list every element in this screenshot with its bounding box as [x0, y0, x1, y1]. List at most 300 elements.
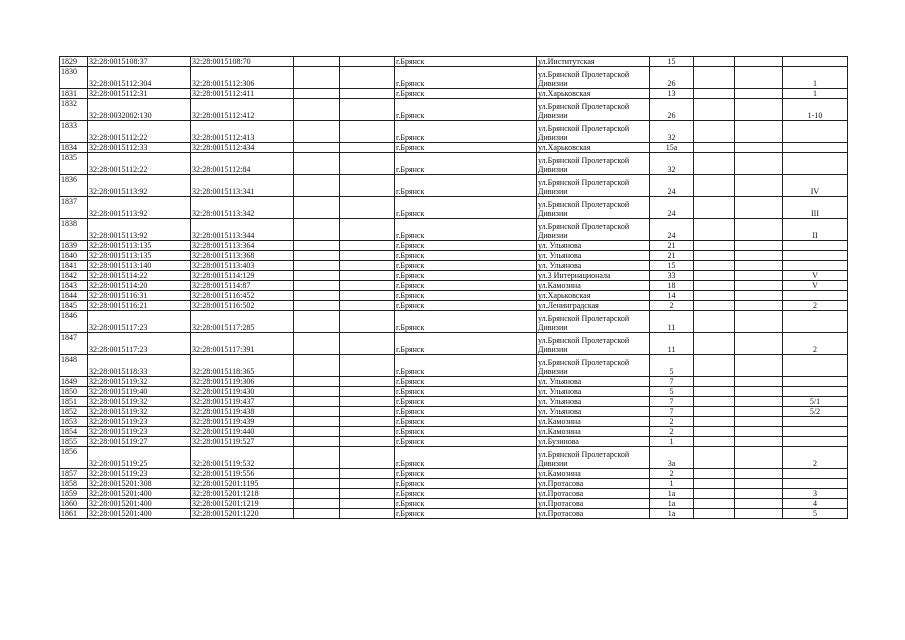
city-cell: г.Брянск [395, 437, 537, 447]
row-number-cell: 1833 [60, 121, 88, 143]
house-number-cell: 18 [650, 281, 694, 291]
empty-cell [694, 417, 735, 427]
city-cell: г.Брянск [395, 281, 537, 291]
apartment-cell: 1 [783, 89, 848, 99]
empty-cell [340, 397, 395, 407]
empty-cell [294, 301, 340, 311]
empty-cell [294, 333, 340, 355]
empty-cell [340, 241, 395, 251]
street-cell: ул.Брянской Пролетарской Дивизии [537, 153, 650, 175]
empty-cell [694, 489, 735, 499]
empty-cell [340, 251, 395, 261]
house-number-cell: 5 [650, 355, 694, 377]
apartment-cell: V [783, 271, 848, 281]
cadastral-number-cell: 32:28:0015201:308 [88, 479, 191, 489]
city-cell: г.Брянск [395, 333, 537, 355]
street-cell: ул. Ульянова [537, 397, 650, 407]
empty-cell [694, 333, 735, 355]
street-cell: ул.Протасова [537, 489, 650, 499]
empty-cell [294, 291, 340, 301]
house-number-cell: 33 [650, 271, 694, 281]
empty-cell [340, 355, 395, 377]
row-number-cell: 1829 [60, 57, 88, 67]
street-cell: ул.Протасова [537, 479, 650, 489]
object-cadastral-number-cell: 32:28:0015114:129 [191, 271, 294, 281]
empty-cell [294, 407, 340, 417]
apartment-cell [783, 241, 848, 251]
empty-cell [340, 261, 395, 271]
apartment-cell [783, 153, 848, 175]
apartment-cell: 2 [783, 447, 848, 469]
table-row [60, 377, 848, 387]
city-cell: г.Брянск [395, 469, 537, 479]
city-cell: г.Брянск [395, 89, 537, 99]
empty-cell [340, 417, 395, 427]
empty-cell [735, 427, 783, 437]
empty-cell [294, 499, 340, 509]
empty-cell [294, 479, 340, 489]
cadastral-number-cell: 32:28:0015119:32 [88, 377, 191, 387]
empty-cell [340, 197, 395, 219]
empty-cell [294, 489, 340, 499]
empty-cell [294, 121, 340, 143]
object-cadastral-number-cell: 32:28:0015118:365 [191, 355, 294, 377]
street-cell: ул.Брянской Пролетарской Дивизии [537, 447, 650, 469]
empty-cell [735, 219, 783, 241]
cadastral-number-cell: 32:28:0032002:130 [88, 99, 191, 121]
empty-cell [294, 437, 340, 447]
empty-cell [340, 427, 395, 437]
apartment-cell [783, 417, 848, 427]
street-cell: ул.Брянской Пролетарской Дивизии [537, 121, 650, 143]
apartment-cell [783, 469, 848, 479]
empty-cell [294, 261, 340, 271]
empty-cell [340, 437, 395, 447]
house-number-cell: 1а [650, 509, 694, 519]
row-number-cell: 1834 [60, 143, 88, 153]
apartment-cell [783, 251, 848, 261]
city-cell: г.Брянск [395, 175, 537, 197]
empty-cell [694, 311, 735, 333]
city-cell: г.Брянск [395, 219, 537, 241]
empty-cell [694, 479, 735, 489]
cadastral-number-cell: 32:28:0015117:23 [88, 333, 191, 355]
table-row [60, 447, 848, 469]
table-body [60, 57, 848, 519]
object-cadastral-number-cell: 32:28:0015119:438 [191, 407, 294, 417]
apartment-cell: IV [783, 175, 848, 197]
empty-cell [735, 301, 783, 311]
empty-cell [694, 89, 735, 99]
empty-cell [340, 479, 395, 489]
empty-cell [294, 57, 340, 67]
object-cadastral-number-cell: 32:28:0015117:285 [191, 311, 294, 333]
object-cadastral-number-cell: 32:28:0015114:87 [191, 281, 294, 291]
row-number-cell: 1849 [60, 377, 88, 387]
table-row [60, 499, 848, 509]
city-cell: г.Брянск [395, 271, 537, 281]
street-cell: ул.Брянской Пролетарской Дивизии [537, 219, 650, 241]
street-cell: ул.Камозина [537, 469, 650, 479]
empty-cell [735, 89, 783, 99]
cadastral-number-cell: 32:28:0015119:23 [88, 427, 191, 437]
cadastral-number-cell: 32:28:0015112:22 [88, 153, 191, 175]
house-number-cell: 2 [650, 469, 694, 479]
empty-cell [735, 479, 783, 489]
city-cell: г.Брянск [395, 387, 537, 397]
empty-cell [735, 489, 783, 499]
empty-cell [340, 67, 395, 89]
cadastral-number-cell: 32:28:0015201:400 [88, 509, 191, 519]
street-cell: ул. Ульянова [537, 377, 650, 387]
empty-cell [735, 67, 783, 89]
apartment-cell: III [783, 197, 848, 219]
empty-cell [340, 311, 395, 333]
empty-cell [340, 121, 395, 143]
street-cell: ул.Протасова [537, 499, 650, 509]
street-cell: ул.Харьковская [537, 89, 650, 99]
empty-cell [340, 469, 395, 479]
street-cell: ул.Камозина [537, 281, 650, 291]
table-row [60, 241, 848, 251]
cadastral-number-cell: 32:28:0015116:21 [88, 301, 191, 311]
table-row [60, 121, 848, 143]
street-cell: ул. Ульянова [537, 387, 650, 397]
empty-cell [694, 469, 735, 479]
cadastral-number-cell: 32:28:0015119:27 [88, 437, 191, 447]
empty-cell [694, 67, 735, 89]
city-cell: г.Брянск [395, 143, 537, 153]
cadastral-number-cell: 32:28:0015201:400 [88, 499, 191, 509]
row-number-cell: 1859 [60, 489, 88, 499]
cadastral-number-cell: 32:28:0015117:23 [88, 311, 191, 333]
empty-cell [294, 143, 340, 153]
cadastral-number-cell: 32:28:0015108:37 [88, 57, 191, 67]
empty-cell [340, 153, 395, 175]
street-cell: ул.Брянской Пролетарской Дивизии [537, 355, 650, 377]
apartment-cell: 5 [783, 509, 848, 519]
object-cadastral-number-cell: 32:28:0015201:1220 [191, 509, 294, 519]
table-row [60, 469, 848, 479]
apartment-cell: V [783, 281, 848, 291]
empty-cell [294, 397, 340, 407]
cadastral-number-cell: 32:28:0015119:23 [88, 417, 191, 427]
empty-cell [735, 251, 783, 261]
city-cell: г.Брянск [395, 291, 537, 301]
empty-cell [340, 57, 395, 67]
cadastral-number-cell: 32:28:0015113:140 [88, 261, 191, 271]
cadastral-number-cell: 32:28:0015113:92 [88, 219, 191, 241]
table-row [60, 251, 848, 261]
table-row [60, 57, 848, 67]
cadastral-number-cell: 32:28:0015118:33 [88, 355, 191, 377]
empty-cell [294, 509, 340, 519]
house-number-cell: 21 [650, 251, 694, 261]
house-number-cell: 7 [650, 407, 694, 417]
cadastral-number-cell: 32:28:0015113:135 [88, 241, 191, 251]
row-number-cell: 1847 [60, 333, 88, 355]
object-cadastral-number-cell: 32:28:0015201:1219 [191, 499, 294, 509]
empty-cell [340, 499, 395, 509]
empty-cell [340, 281, 395, 291]
street-cell: ул.Брянской Пролетарской Дивизии [537, 197, 650, 219]
empty-cell [735, 57, 783, 67]
cadastral-number-cell: 32:28:0015119:40 [88, 387, 191, 397]
empty-cell [735, 509, 783, 519]
street-cell: ул.Камозина [537, 427, 650, 437]
house-number-cell: 1 [650, 479, 694, 489]
street-cell: ул.Харьковская [537, 291, 650, 301]
row-number-cell: 1850 [60, 387, 88, 397]
city-cell: г.Брянск [395, 417, 537, 427]
street-cell: ул. Ульянова [537, 241, 650, 251]
object-cadastral-number-cell: 32:28:0015119:527 [191, 437, 294, 447]
house-number-cell: 11 [650, 333, 694, 355]
empty-cell [294, 219, 340, 241]
empty-cell [340, 143, 395, 153]
row-number-cell: 1843 [60, 281, 88, 291]
row-number-cell: 1841 [60, 261, 88, 271]
row-number-cell: 1836 [60, 175, 88, 197]
house-number-cell: 1а [650, 499, 694, 509]
house-number-cell: 24 [650, 175, 694, 197]
empty-cell [340, 99, 395, 121]
object-cadastral-number-cell: 32:28:0015119:532 [191, 447, 294, 469]
house-number-cell: 32 [650, 153, 694, 175]
house-number-cell: 14 [650, 291, 694, 301]
apartment-cell [783, 121, 848, 143]
row-number-cell: 1856 [60, 447, 88, 469]
empty-cell [735, 197, 783, 219]
cadastral-number-cell: 32:28:0015119:32 [88, 407, 191, 417]
empty-cell [694, 143, 735, 153]
house-number-cell: 24 [650, 197, 694, 219]
table-row [60, 281, 848, 291]
cadastral-number-cell: 32:28:0015113:135 [88, 251, 191, 261]
empty-cell [735, 447, 783, 469]
street-cell: ул.Брянской Пролетарской Дивизии [537, 175, 650, 197]
empty-cell [294, 197, 340, 219]
empty-cell [694, 153, 735, 175]
object-cadastral-number-cell: 32:28:0015113:403 [191, 261, 294, 271]
empty-cell [294, 469, 340, 479]
table-row [60, 197, 848, 219]
city-cell: г.Брянск [395, 427, 537, 437]
city-cell: г.Брянск [395, 489, 537, 499]
table-row [60, 219, 848, 241]
apartment-cell: II [783, 219, 848, 241]
city-cell: г.Брянск [395, 241, 537, 251]
row-number-cell: 1846 [60, 311, 88, 333]
empty-cell [735, 387, 783, 397]
row-number-cell: 1845 [60, 301, 88, 311]
city-cell: г.Брянск [395, 377, 537, 387]
empty-cell [340, 301, 395, 311]
empty-cell [735, 261, 783, 271]
city-cell: г.Брянск [395, 355, 537, 377]
city-cell: г.Брянск [395, 153, 537, 175]
object-cadastral-number-cell: 32:28:0015113:344 [191, 219, 294, 241]
object-cadastral-number-cell: 32:28:0015108:70 [191, 57, 294, 67]
table-row [60, 89, 848, 99]
table-row [60, 333, 848, 355]
house-number-cell: 26 [650, 99, 694, 121]
row-number-cell: 1832 [60, 99, 88, 121]
street-cell: ул.Брянской Пролетарской Дивизии [537, 67, 650, 89]
empty-cell [735, 469, 783, 479]
empty-cell [694, 407, 735, 417]
row-number-cell: 1854 [60, 427, 88, 437]
apartment-cell: 5/2 [783, 407, 848, 417]
empty-cell [340, 175, 395, 197]
apartment-cell [783, 355, 848, 377]
row-number-cell: 1853 [60, 417, 88, 427]
table-row [60, 479, 848, 489]
empty-cell [735, 153, 783, 175]
empty-cell [735, 241, 783, 251]
table-row [60, 427, 848, 437]
row-number-cell: 1855 [60, 437, 88, 447]
city-cell: г.Брянск [395, 99, 537, 121]
empty-cell [694, 219, 735, 241]
house-number-cell: 5 [650, 387, 694, 397]
empty-cell [694, 261, 735, 271]
object-cadastral-number-cell: 32:28:0015119:306 [191, 377, 294, 387]
object-cadastral-number-cell: 32:28:0015119:439 [191, 417, 294, 427]
row-number-cell: 1861 [60, 509, 88, 519]
street-cell: ул.Брянской Пролетарской Дивизии [537, 311, 650, 333]
apartment-cell [783, 387, 848, 397]
apartment-cell: 1-10 [783, 99, 848, 121]
empty-cell [694, 175, 735, 197]
row-number-cell: 1851 [60, 397, 88, 407]
empty-cell [694, 377, 735, 387]
house-number-cell: 26 [650, 67, 694, 89]
empty-cell [694, 301, 735, 311]
city-cell: г.Брянск [395, 67, 537, 89]
table-row [60, 311, 848, 333]
empty-cell [340, 377, 395, 387]
cadastral-number-cell: 32:28:0015114:20 [88, 281, 191, 291]
object-cadastral-number-cell: 32:28:0015112:411 [191, 89, 294, 99]
city-cell: г.Брянск [395, 407, 537, 417]
apartment-cell: 2 [783, 301, 848, 311]
empty-cell [294, 281, 340, 291]
street-cell: ул.Брянской Пролетарской Дивизии [537, 99, 650, 121]
street-cell: ул. Ульянова [537, 407, 650, 417]
street-cell: ул.Ленинградская [537, 301, 650, 311]
empty-cell [340, 219, 395, 241]
cadastral-number-cell: 32:28:0015119:23 [88, 469, 191, 479]
empty-cell [294, 153, 340, 175]
row-number-cell: 1844 [60, 291, 88, 301]
table-row [60, 509, 848, 519]
street-cell: ул.Брянской Пролетарской Дивизии [537, 333, 650, 355]
city-cell: г.Брянск [395, 397, 537, 407]
table-row [60, 355, 848, 377]
empty-cell [340, 407, 395, 417]
table-row [60, 99, 848, 121]
table-row [60, 153, 848, 175]
empty-cell [735, 437, 783, 447]
apartment-cell [783, 479, 848, 489]
empty-cell [735, 121, 783, 143]
street-cell: ул.Институтская [537, 57, 650, 67]
cadastral-number-cell: 32:28:0015112:22 [88, 121, 191, 143]
object-cadastral-number-cell: 32:28:0015112:434 [191, 143, 294, 153]
empty-cell [735, 271, 783, 281]
empty-cell [694, 121, 735, 143]
house-number-cell: 15а [650, 143, 694, 153]
city-cell: г.Брянск [395, 197, 537, 219]
row-number-cell: 1838 [60, 219, 88, 241]
empty-cell [694, 437, 735, 447]
object-cadastral-number-cell: 32:28:0015113:364 [191, 241, 294, 251]
row-number-cell: 1852 [60, 407, 88, 417]
empty-cell [735, 355, 783, 377]
cadastral-number-cell: 32:28:0015201:400 [88, 489, 191, 499]
city-cell: г.Брянск [395, 261, 537, 271]
table-row [60, 397, 848, 407]
cadastral-table [59, 56, 848, 519]
apartment-cell: 2 [783, 333, 848, 355]
empty-cell [735, 291, 783, 301]
object-cadastral-number-cell: 32:28:0015117:391 [191, 333, 294, 355]
empty-cell [694, 241, 735, 251]
city-cell: г.Брянск [395, 251, 537, 261]
empty-cell [735, 311, 783, 333]
empty-cell [694, 355, 735, 377]
apartment-cell: 1 [783, 67, 848, 89]
apartment-cell: 5/1 [783, 397, 848, 407]
empty-cell [694, 499, 735, 509]
city-cell: г.Брянск [395, 509, 537, 519]
city-cell: г.Брянск [395, 479, 537, 489]
object-cadastral-number-cell: 32:28:0015112:413 [191, 121, 294, 143]
table-row [60, 261, 848, 271]
empty-cell [294, 377, 340, 387]
empty-cell [735, 175, 783, 197]
cadastral-number-cell: 32:28:0015119:32 [88, 397, 191, 407]
object-cadastral-number-cell: 32:28:0015116:452 [191, 291, 294, 301]
empty-cell [294, 447, 340, 469]
object-cadastral-number-cell: 32:28:0015201:1218 [191, 489, 294, 499]
empty-cell [340, 489, 395, 499]
row-number-cell: 1835 [60, 153, 88, 175]
empty-cell [694, 397, 735, 407]
empty-cell [294, 271, 340, 281]
empty-cell [294, 387, 340, 397]
row-number-cell: 1860 [60, 499, 88, 509]
house-number-cell: 2 [650, 301, 694, 311]
apartment-cell [783, 427, 848, 437]
empty-cell [694, 197, 735, 219]
empty-cell [340, 387, 395, 397]
house-number-cell: 7 [650, 397, 694, 407]
cadastral-number-cell: 32:28:0015112:304 [88, 67, 191, 89]
empty-cell [735, 99, 783, 121]
document-page [59, 56, 847, 519]
apartment-cell [783, 437, 848, 447]
empty-cell [294, 67, 340, 89]
table-row [60, 271, 848, 281]
empty-cell [294, 311, 340, 333]
table-row [60, 407, 848, 417]
object-cadastral-number-cell: 32:28:0015201:1195 [191, 479, 294, 489]
empty-cell [294, 427, 340, 437]
apartment-cell: 4 [783, 499, 848, 509]
empty-cell [694, 281, 735, 291]
